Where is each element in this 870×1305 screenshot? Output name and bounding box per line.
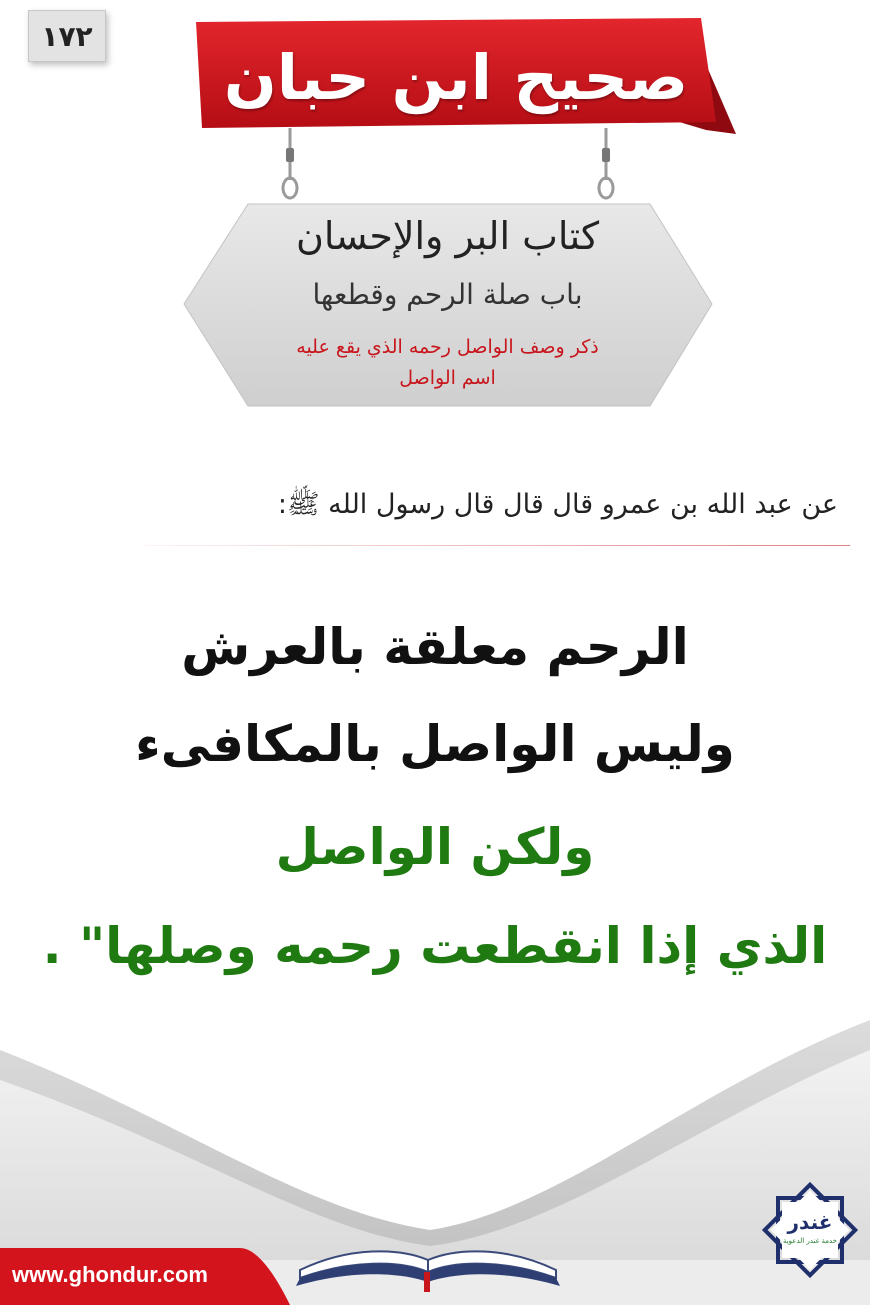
- book-main-title: صحيح ابن حبان: [223, 40, 689, 114]
- website-link[interactable]: www.ghondur.com: [12, 1262, 208, 1287]
- hadith-line-3: ولكن الواصل: [275, 818, 595, 876]
- logo-tagline: خدمة غندر الدعوية: [782, 1237, 838, 1245]
- page-number-badge: ١٧٢: [28, 10, 106, 62]
- title-banner: [196, 18, 736, 136]
- section-title-line-2: اسم الواصل: [399, 367, 496, 389]
- chapter-panel: [180, 200, 715, 410]
- section-title-line-1: ذكر وصف الواصل رحمه الذي يقع عليه: [296, 336, 599, 358]
- ghondur-logo: [760, 1180, 860, 1280]
- chapter-title: باب صلة الرحم وقطعها: [312, 278, 583, 311]
- hadith-line-4: الذي إذا انقطعت رحمه وصلها" .: [42, 917, 828, 975]
- narrator-line: عن عبد الله بن عمرو قال قال قال رسول الله ﷺ:: [277, 489, 838, 520]
- section-title: [220, 332, 675, 394]
- hadith-line-2: وليس الواصل بالمكافىء: [135, 715, 735, 773]
- divider-line: [145, 545, 850, 546]
- logo-name: غندر: [787, 1210, 833, 1234]
- hadith-line-1: الرحم معلقة بالعرش: [181, 618, 689, 676]
- book-title: كتاب البر والإحسان: [295, 214, 600, 258]
- website-tag[interactable]: [0, 1248, 290, 1305]
